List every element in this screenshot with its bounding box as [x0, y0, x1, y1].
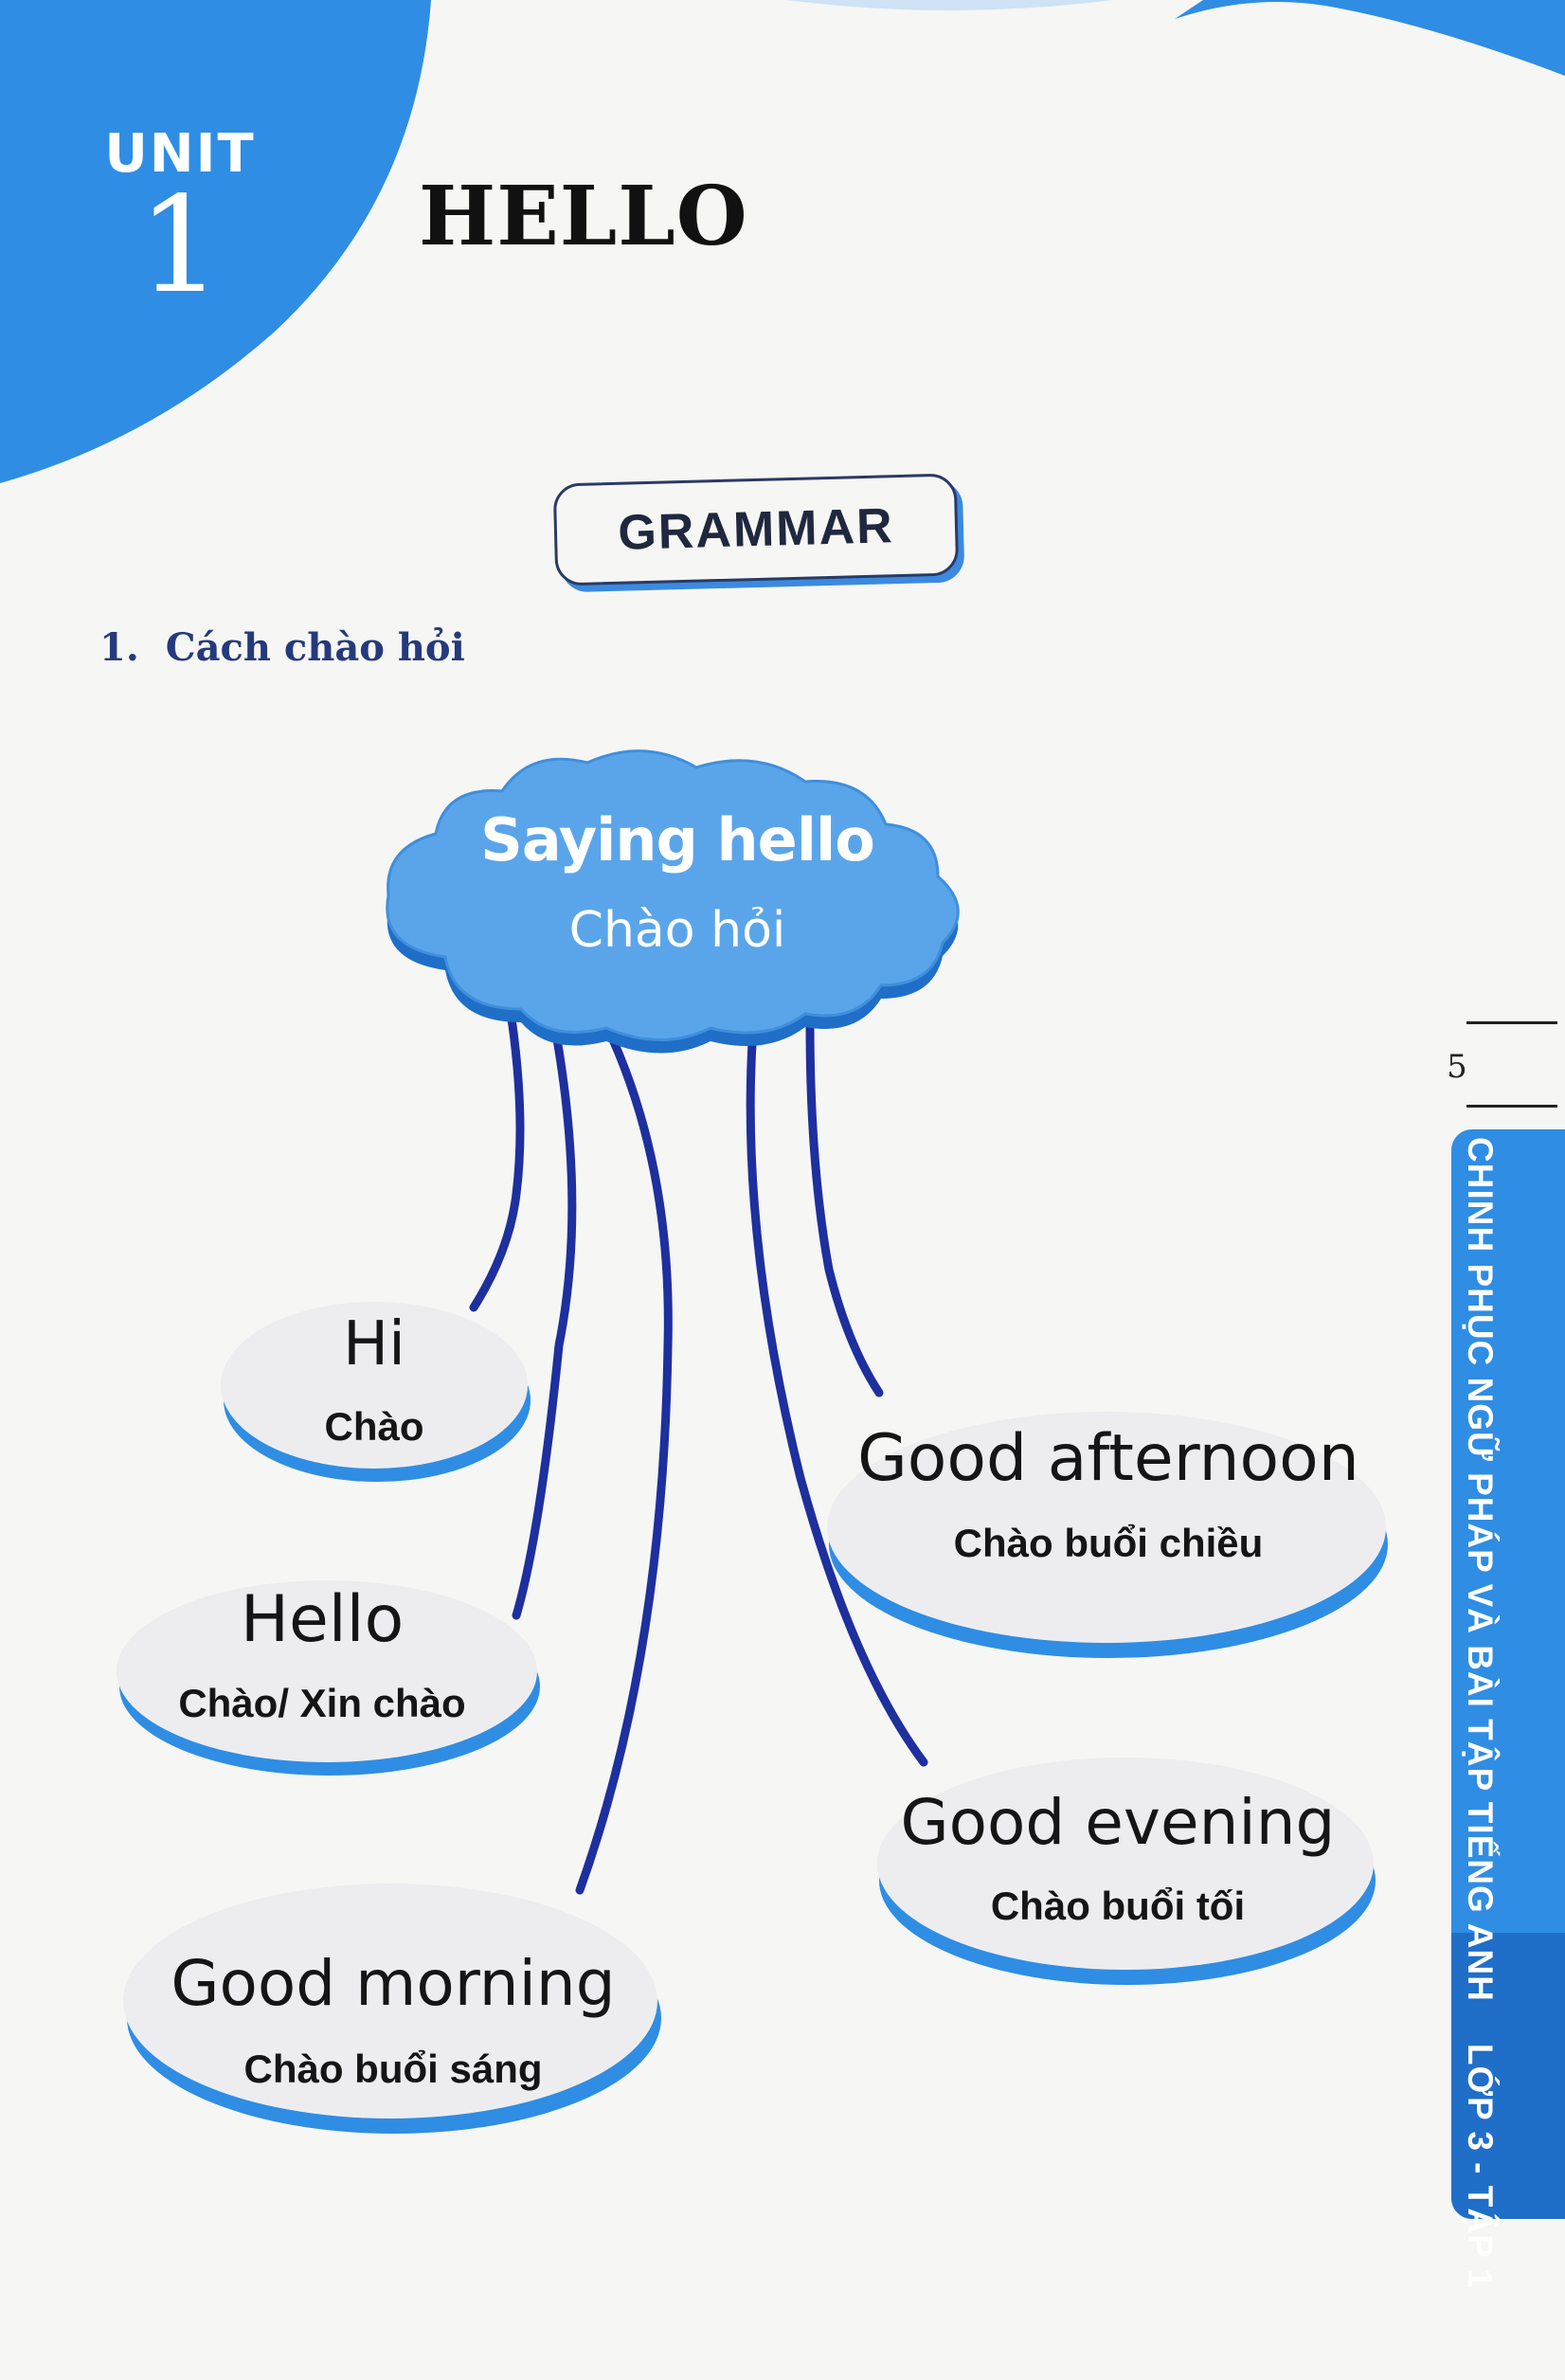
unit-label: UNIT	[104, 123, 256, 185]
mindmap-center-title: Saying hello	[480, 805, 874, 874]
node-good-morning-en: Good morning	[171, 1947, 616, 2020]
mindmap-center-subtitle: Chào hỏi	[568, 902, 786, 959]
book-series-title: CHINH PHỤC NGỮ PHÁP VÀ BÀI TẬP TIẾNG ANH	[1461, 1137, 1500, 2002]
tab-line-top	[1466, 1021, 1557, 1024]
grammar-label: GRAMMAR	[553, 473, 960, 586]
unit-number: 1	[137, 169, 223, 323]
node-good-morning-vi: Chào buổi sáng	[243, 2046, 543, 2091]
node-good-afternoon-en: Good afternoon	[857, 1421, 1359, 1496]
node-hi-en: Hi	[343, 1309, 405, 1379]
section-number: 1.	[99, 625, 139, 670]
book-grade-label: LỚP 3 - TẬP 1	[1461, 2043, 1500, 2289]
node-hi-vi: Chào	[324, 1404, 424, 1449]
node-hello-vi: Chào/ Xin chào	[178, 1681, 466, 1725]
connector-good-morning	[580, 1025, 668, 1890]
unit-title: HELLO	[419, 169, 748, 264]
connector-hi	[474, 1019, 520, 1307]
page-number: 5	[1447, 1048, 1467, 1086]
connector-hello	[516, 1023, 572, 1615]
node-good-evening-vi: Chào buổi tối	[990, 1884, 1246, 1928]
tab-line-bottom	[1466, 1105, 1557, 1108]
node-good-evening-en: Good evening	[900, 1786, 1336, 1859]
node-good-afternoon-vi: Chào buổi chiều	[953, 1521, 1264, 1565]
node-hello-en: Hello	[240, 1582, 405, 1657]
section-title: Cách chào hỏi	[165, 625, 465, 670]
connector-good-afternoon	[810, 1023, 879, 1393]
connector-good-evening	[750, 1028, 924, 1762]
